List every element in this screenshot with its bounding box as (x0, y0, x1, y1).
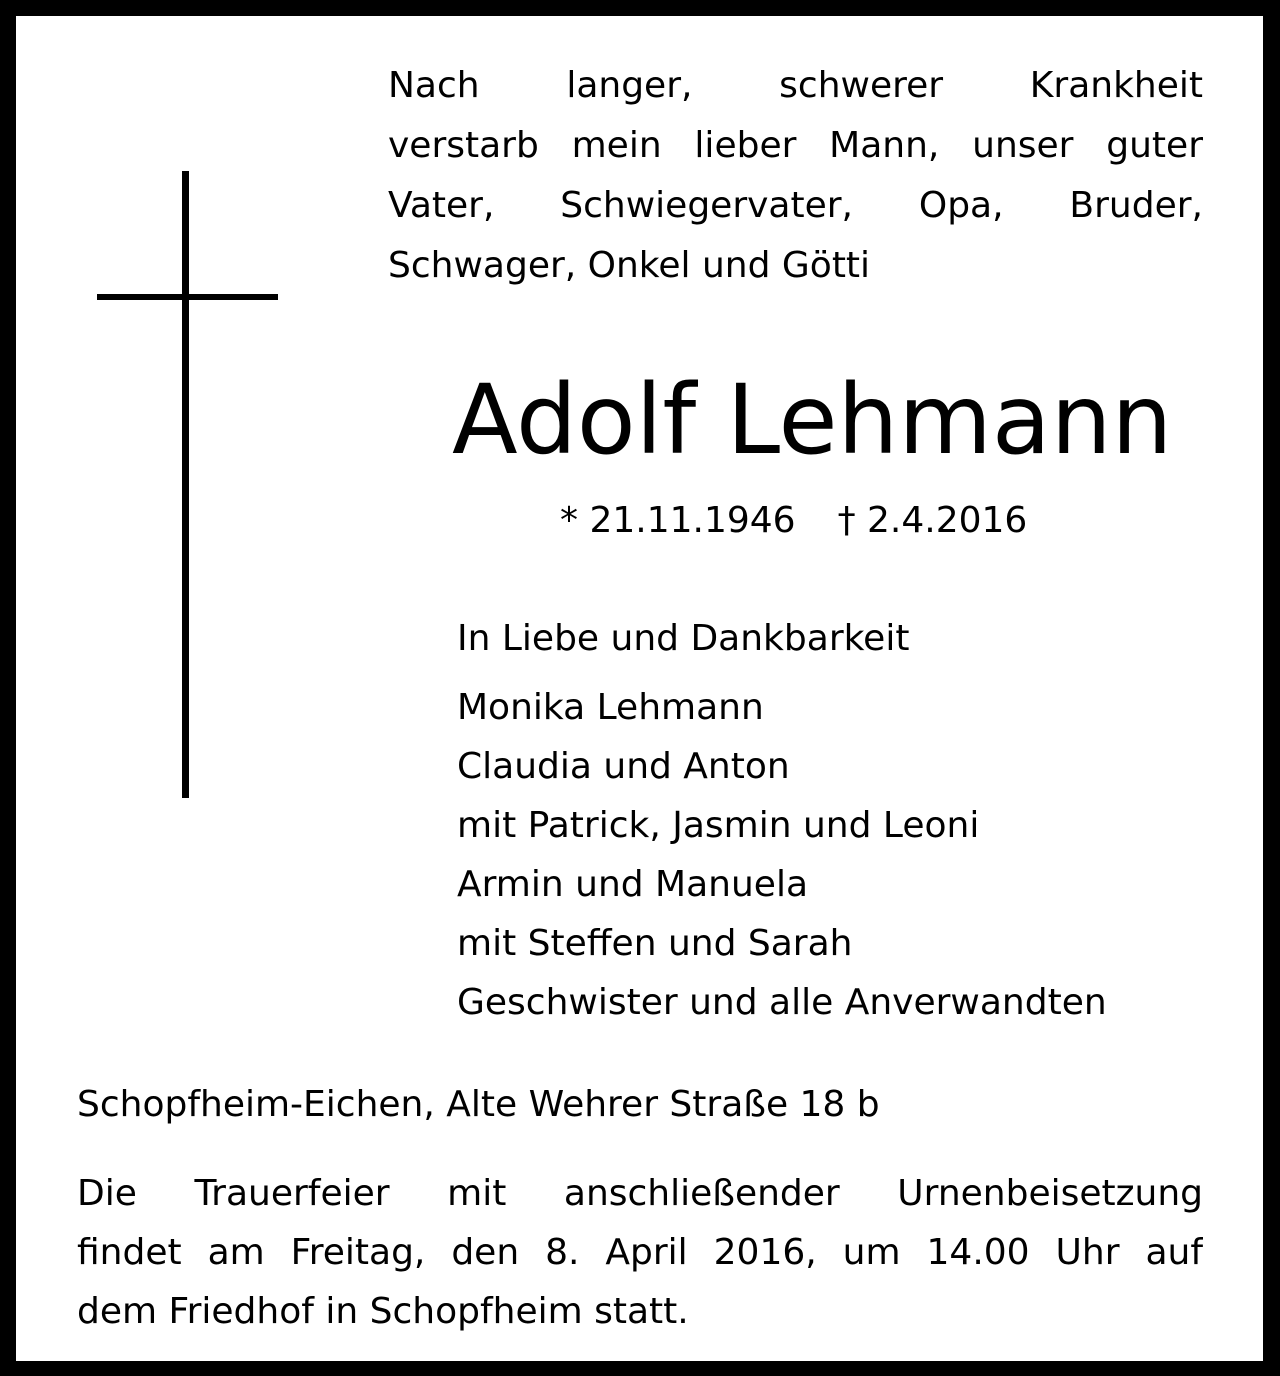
intro-line: Nach langer, schwerer Krankheit (388, 65, 1203, 106)
mourner-line: Armin und Manuela (457, 864, 809, 905)
intro-line: Vater, Schwiegervater, Opa, Bruder, (388, 185, 1203, 226)
mourners-list (457, 612, 1107, 1032)
mourner-line: Claudia und Anton (457, 746, 790, 787)
cross-icon-crossbar (97, 294, 278, 300)
life-dates (560, 497, 1027, 545)
mourners-lead: In Liebe und Dankbarkeit (457, 618, 910, 659)
cross-icon (182, 171, 189, 798)
service-line: Die Trauerfeier mit anschließender Urnenbeisetzung (77, 1173, 1203, 1214)
intro-line: Schwager, Onkel und Götti (388, 245, 871, 286)
intro-text (388, 56, 1203, 296)
service-line: dem Friedhof in Schopfheim statt. (77, 1291, 689, 1332)
death-date: † 2.4.2016 (837, 500, 1028, 541)
mourner-line: mit Steffen und Sarah (457, 923, 853, 964)
mourner-line: Geschwister und alle Anverwandten (457, 982, 1107, 1023)
birth-date: * 21.11.1946 (560, 500, 796, 541)
service-line: findet am Freitag, den 8. April 2016, um 14.00 Uhr auf (77, 1232, 1203, 1273)
mourner-line: mit Patrick, Jasmin und Leoni (457, 805, 980, 846)
mourner-line: Monika Lehmann (457, 687, 764, 728)
address: Schopfheim-Eichen, Alte Wehrer Straße 18 b (77, 1084, 880, 1125)
service-info (77, 1164, 1203, 1341)
intro-line: verstarb mein lieber Mann, unser guter (388, 125, 1203, 166)
deceased-name: Adolf Lehmann (452, 364, 1173, 476)
